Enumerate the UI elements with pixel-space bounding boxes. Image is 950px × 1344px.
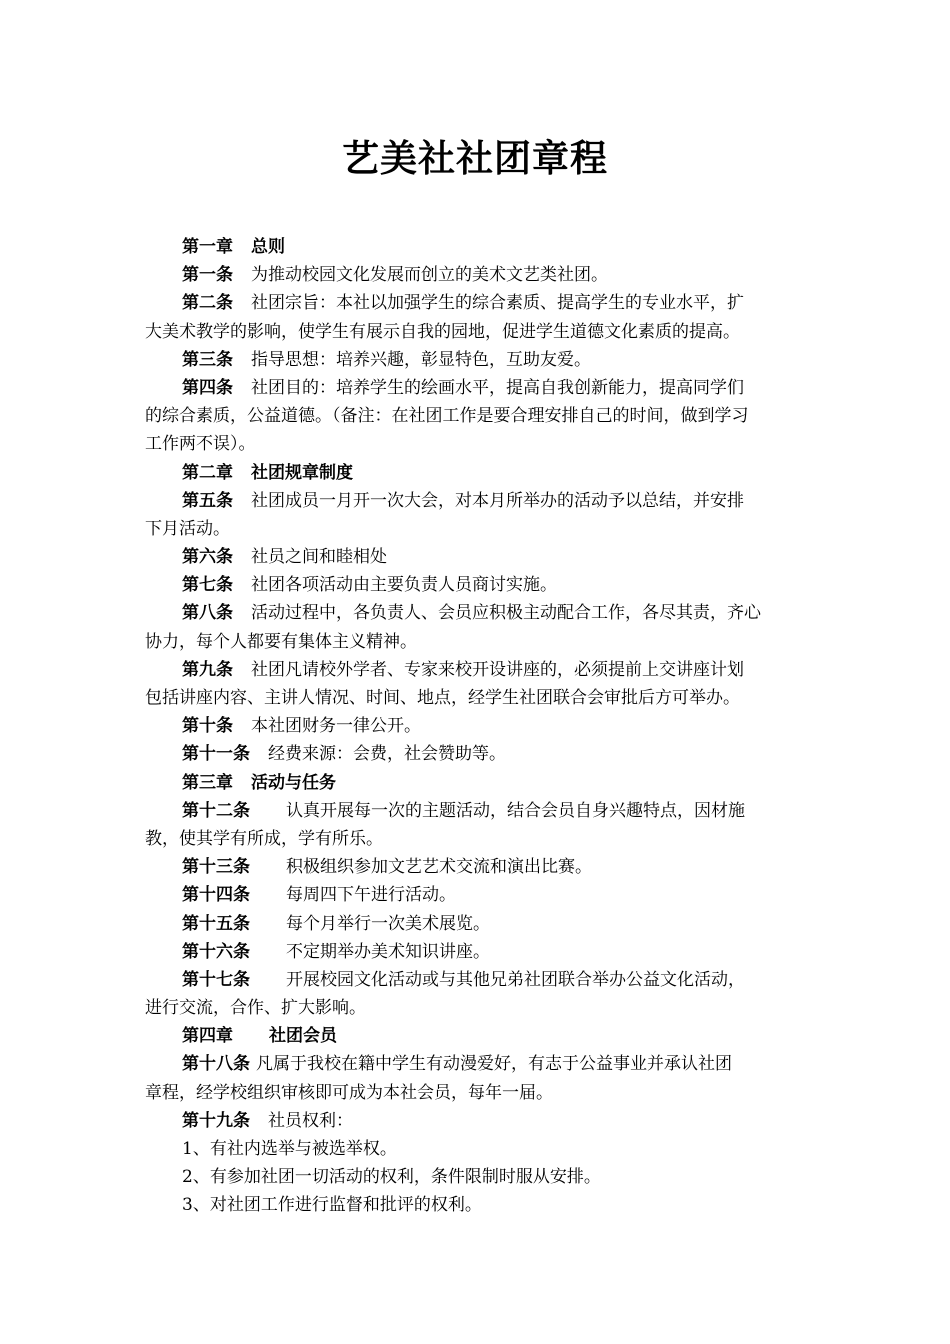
article-line: [145, 966, 810, 994]
list-item-text: 2、有参加社团一切活动的权利，条件限制时服从安排。: [182, 1167, 601, 1188]
article-line: [145, 740, 810, 768]
list-item-text: 1、有社内选举与被选举权。: [182, 1139, 397, 1159]
list-item: [145, 1163, 810, 1191]
article-line: [145, 938, 810, 966]
article-number: 第六条: [182, 547, 233, 568]
article-text: 的综合素质，公益道德。（备注：在社团工作是要合理安排自己的时间，做到学习: [145, 406, 749, 427]
article-text: 社员权利：: [268, 1110, 353, 1131]
article-number: 第九条: [182, 659, 233, 680]
article-text: 社团目的：培养学生的绘画水平，提高自我创新能力，提高同学们: [251, 377, 744, 398]
article-number: 第三章: [182, 772, 233, 793]
article-continuation: [145, 994, 810, 1022]
article-continuation: [145, 825, 810, 853]
article-text: 每周四下午进行活动。: [286, 885, 456, 906]
list-item: [145, 1135, 810, 1163]
article-continuation: [145, 628, 810, 656]
chapter-heading: [145, 1022, 810, 1050]
article-text: 不定期举办美术知识讲座。: [286, 941, 490, 962]
list-item: [145, 1191, 810, 1219]
article-text: 开展校园文化活动或与其他兄弟社团联合举办公益文化活动，: [286, 969, 745, 990]
article-line: [145, 881, 810, 909]
chapter-title: 社团会员: [269, 1026, 337, 1047]
article-text: 工作两不误）。: [145, 434, 256, 455]
article-text: 社团凡请校外学者、专家来校开设讲座的，必须提前上交讲座计划: [251, 659, 744, 680]
article-continuation: [145, 402, 810, 430]
article-number: 第八条: [182, 603, 233, 624]
article-number: 第七条: [182, 575, 233, 596]
article-line: [145, 599, 810, 627]
chapter-heading: [145, 769, 810, 797]
article-number: 第十五条: [182, 913, 250, 934]
article-number: 第十二条: [182, 800, 250, 821]
article-number: 第十条: [182, 716, 233, 737]
article-line: [145, 543, 810, 571]
article-number: 第十四条: [182, 885, 250, 906]
article-line: [145, 797, 810, 825]
article-text: 社团宗旨：本社以加强学生的综合素质、提高学生的专业水平，扩: [251, 293, 744, 314]
article-line: [145, 374, 810, 402]
chapter-title: 活动与任务: [251, 772, 336, 793]
document-title: 艺美社社团章程: [342, 137, 608, 180]
article-number: 第四条: [182, 377, 233, 398]
article-number: 第十八条: [182, 1054, 250, 1075]
article-text: 章程，经学校组织审核即可成为本社会员，每年一届。: [145, 1082, 553, 1103]
list-item-text: 3、对社团工作进行监督和批评的权利。: [182, 1195, 482, 1216]
article-line: [145, 712, 810, 740]
article-line: [145, 289, 810, 317]
article-number: 第十七条: [182, 969, 250, 990]
article-continuation: [145, 430, 810, 458]
article-text: 为推动校园文化发展而创立的美术文艺类社团。: [251, 265, 608, 286]
article-line: [145, 656, 810, 684]
article-line: [145, 853, 810, 881]
article-text: 认真开展每一次的主题活动，结合会员自身兴趣特点，因材施: [286, 800, 745, 821]
article-continuation: [145, 684, 810, 712]
article-number: 第五条: [182, 490, 233, 511]
article-line: [145, 487, 810, 515]
article-line: [145, 346, 810, 374]
article-text: 积极组织参加文艺艺术交流和演出比赛。: [286, 857, 592, 878]
article-text: 协力，每个人都要有集体主义精神。: [145, 631, 417, 652]
article-line: [145, 261, 810, 289]
article-line: [145, 1050, 810, 1078]
article-number: 第二条: [182, 293, 233, 314]
article-number: 第三条: [182, 349, 233, 370]
article-line: [145, 571, 810, 599]
article-number: 第四章: [182, 1026, 233, 1047]
article-text: 每个月举行一次美术展览。: [286, 913, 490, 934]
article-text: 进行交流，合作、扩大影响。: [145, 998, 366, 1019]
article-text: 经费来源：会费，社会赞助等。: [268, 744, 506, 765]
article-number: 第一章: [182, 237, 233, 257]
chapter-heading: [145, 233, 810, 261]
article-text: 社员之间和睦相处: [251, 547, 387, 568]
article-number: 第十六条: [182, 941, 250, 962]
article-continuation: [145, 1079, 810, 1107]
chapter-heading: [145, 459, 810, 487]
article-line: [145, 910, 810, 938]
article-number: 第十三条: [182, 857, 250, 878]
article-text: 社团成员一月开一次大会，对本月所举办的活动予以总结，并安排: [251, 490, 744, 511]
article-number: 第二章: [182, 462, 233, 483]
article-line: [145, 1107, 810, 1135]
article-text: 活动过程中，各负责人、会员应积极主动配合工作，各尽其责，齐心: [251, 603, 761, 624]
article-number: 第一条: [182, 265, 233, 286]
document-body: [145, 233, 810, 1220]
article-number: 第十一条: [182, 744, 250, 765]
chapter-title: 社团规章制度: [251, 462, 353, 483]
article-text: 社团各项活动由主要负责人员商讨实施。: [251, 575, 557, 596]
article-number: 第十九条: [182, 1110, 250, 1131]
article-text: 大美术教学的影响，使学生有展示自我的园地，促进学生道德文化素质的提高。: [145, 321, 740, 342]
article-text: 包括讲座内容、主讲人情况、时间、地点，经学生社团联合会审批后方可举办。: [145, 688, 740, 708]
chapter-title: 总则: [251, 237, 285, 257]
article-text: 指导思想：培养兴趣，彰显特色，互助友爱。: [251, 349, 591, 370]
article-text: 凡属于我校在籍中学生有动漫爱好，有志于公益事业并承认社团: [256, 1054, 732, 1075]
article-text: 本社团财务一律公开。: [251, 716, 421, 737]
article-continuation: [145, 515, 810, 543]
article-text: 下月活动。: [145, 518, 230, 539]
article-continuation: [145, 318, 810, 346]
article-text: 教，使其学有所成，学有所乐。: [145, 828, 383, 849]
